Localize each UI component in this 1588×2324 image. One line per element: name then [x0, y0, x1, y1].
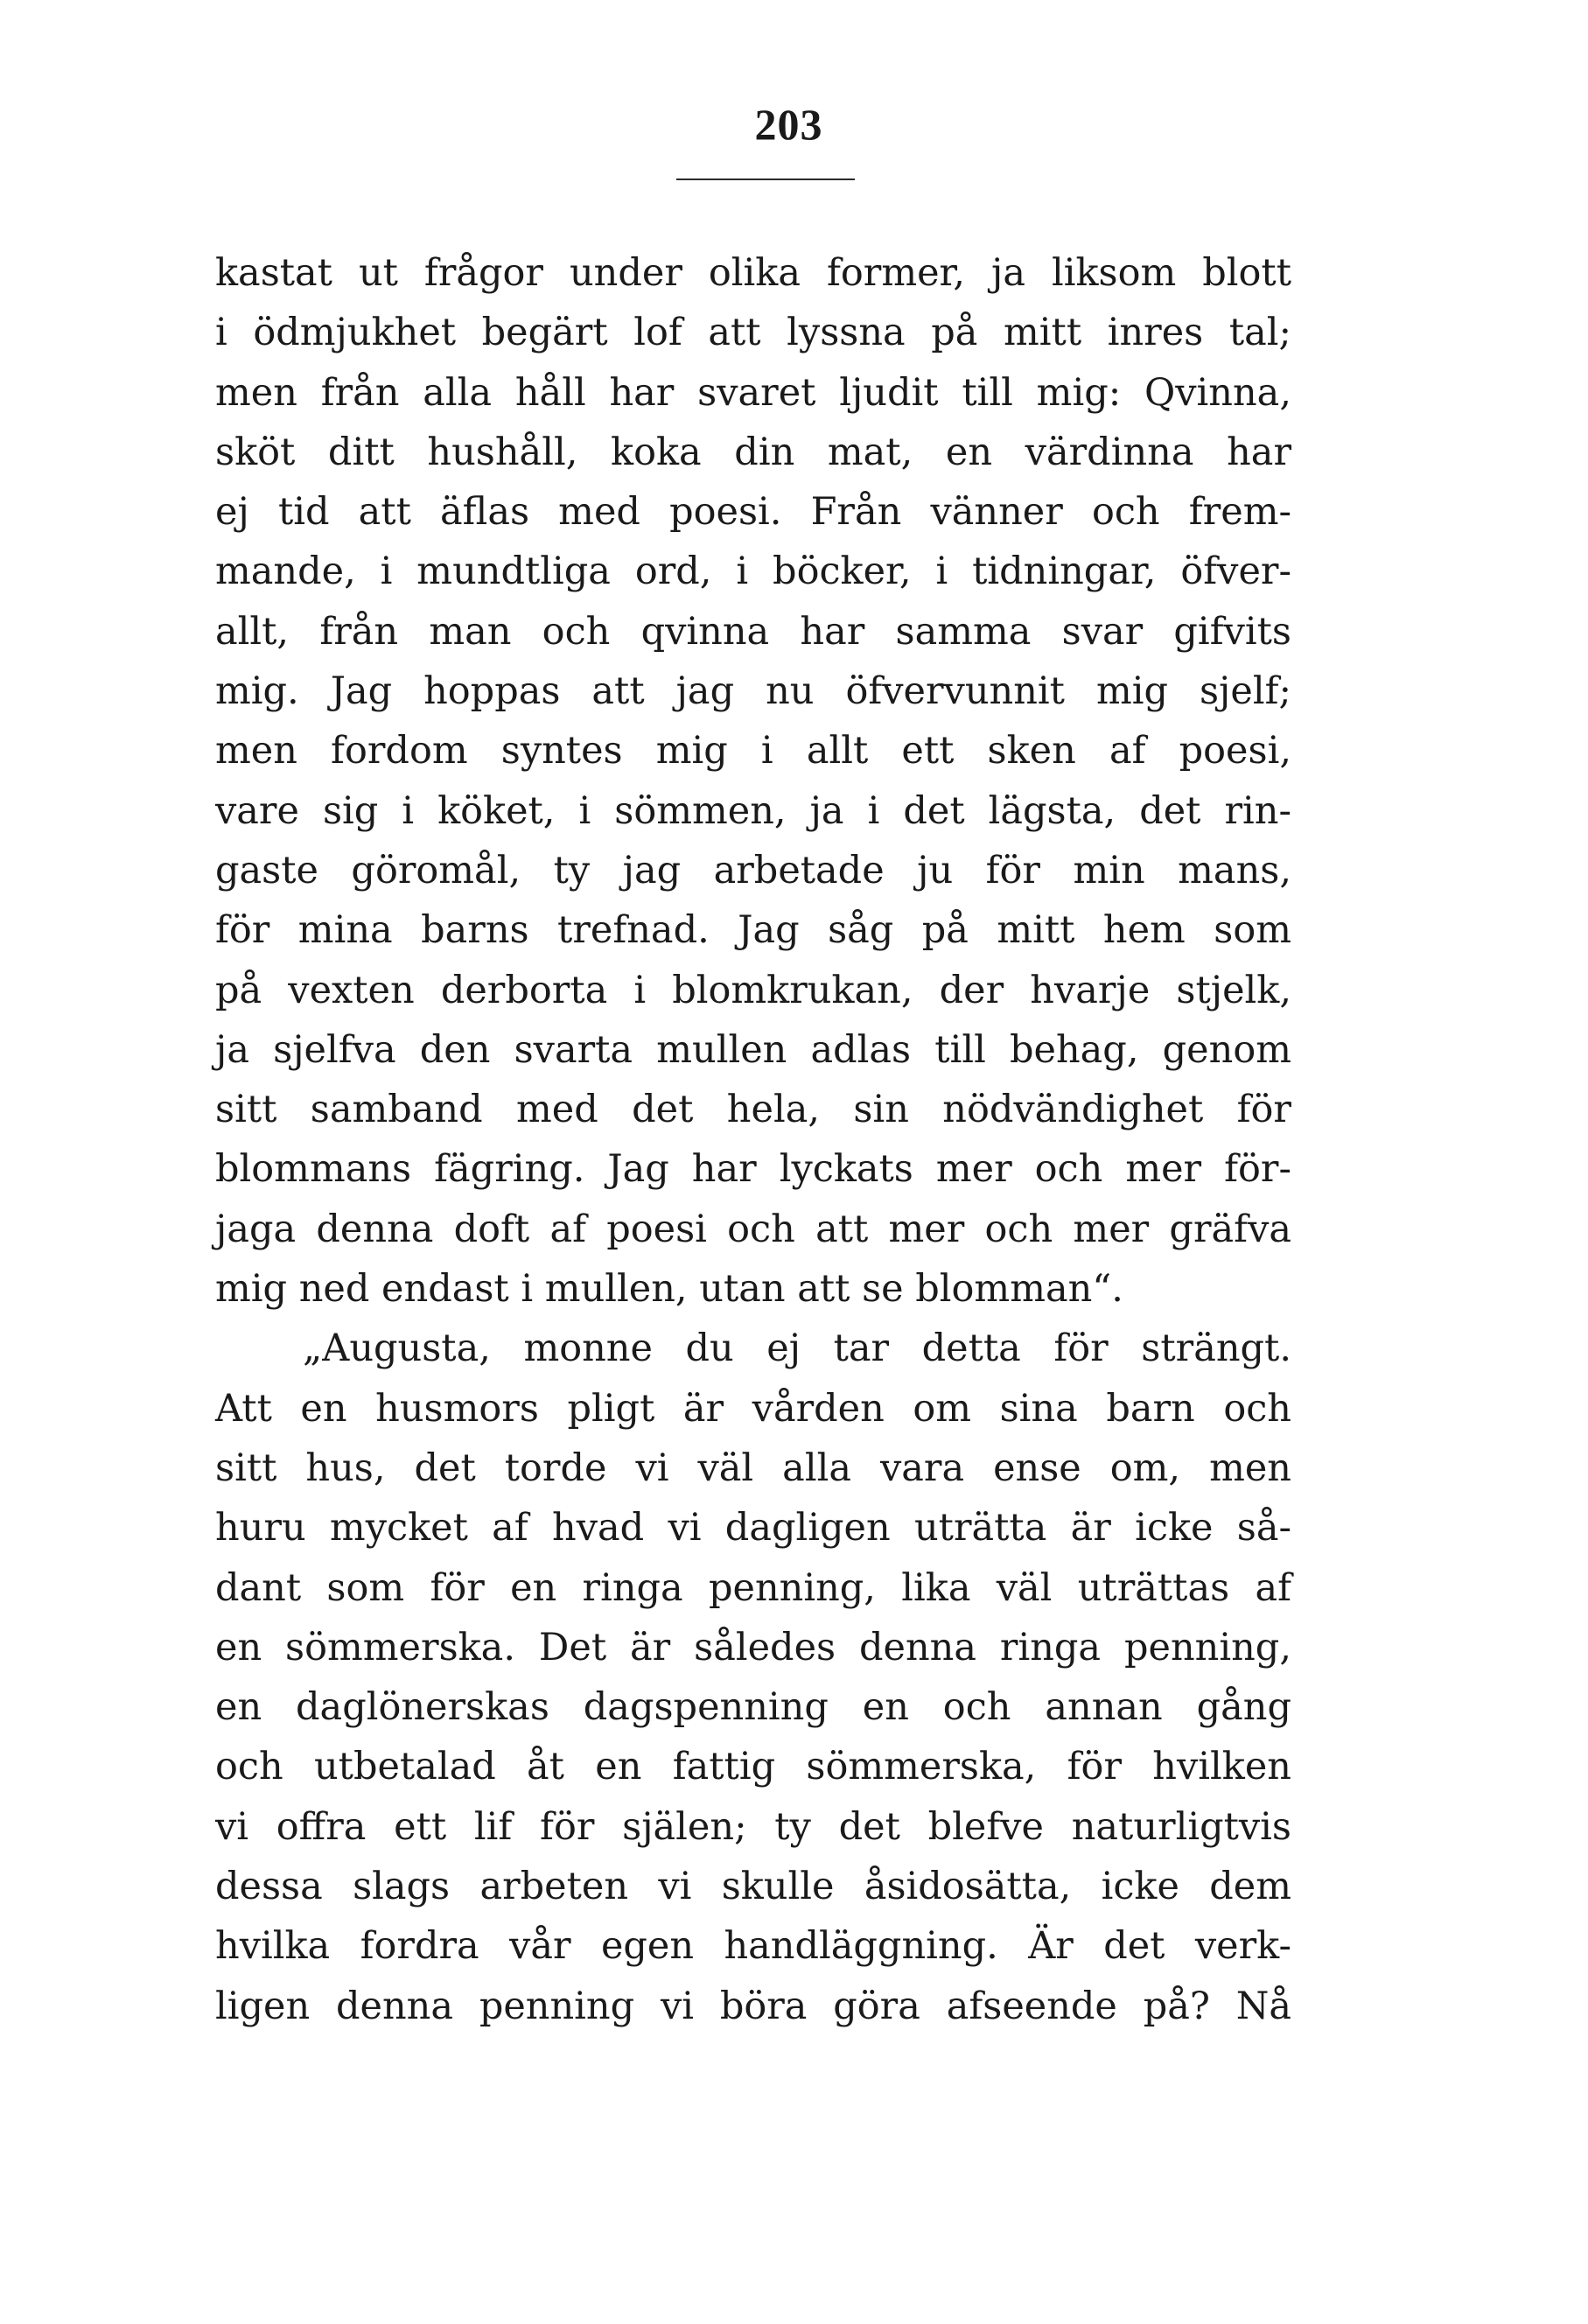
text-line: ja sjelfva den svarta mullen adlas till behag, genom: [215, 1027, 1291, 1072]
text-line: ligen denna penning vi böra göra afseende på? Nå: [215, 1984, 1291, 2028]
text-line: sköt ditt hushåll, koka din mat, en värdinna har: [215, 430, 1291, 474]
text-line: sitt hus, det torde vi väl alla vara ense om, men: [215, 1446, 1291, 1490]
text-line: allt, från man och qvinna har samma svar gifvits: [215, 609, 1291, 654]
text-line: och utbetalad åt en fattig sömmerska, för hvilken: [215, 1745, 1291, 1789]
text-line: på vexten derborta i blomkrukan, der hvarje stjelk,: [215, 968, 1291, 1012]
text-line: en sömmerska. Det är således denna ringa penning,: [215, 1625, 1291, 1670]
text-line: ej tid att äflas med poesi. Från vänner och frem-: [215, 490, 1291, 535]
text-line: mig ned endast i mullen, utan att se blomman“.: [215, 1267, 1123, 1312]
text-line: vare sig i köket, i sömmen, ja i det lägsta, det rin-: [215, 788, 1291, 833]
text-line: för mina barns trefnad. Jag såg på mitt hem som: [215, 908, 1291, 953]
text-line: vi offra ett lif för själen; ty det blefve naturligtvis: [215, 1804, 1291, 1849]
text-line: sitt samband med det hela, sin nödvändighet för: [215, 1088, 1291, 1132]
text-line: dant som för en ringa penning, lika väl uträttas af: [215, 1565, 1291, 1610]
text-line: dessa slags arbeten vi skulle åsidosätta, icke dem: [215, 1865, 1291, 1909]
text-line: gaste göromål, ty jag arbetade ju för min mans,: [215, 848, 1291, 892]
page-number: 203: [754, 100, 823, 149]
text-line: huru mycket af hvad vi dagligen uträtta är icke så-: [215, 1506, 1291, 1550]
text-line: men från alla håll har svaret ljudit till mig: Qvinna,: [215, 370, 1291, 415]
text-line: hvilka fordra vår egen handläggning. Är det verk-: [215, 1924, 1291, 1969]
text-line: i ödmjukhet begärt lof att lyssna på mitt inres tal;: [215, 311, 1291, 355]
text-line: Att en husmors pligt är vården om sina barn och: [215, 1386, 1291, 1431]
header-rule: [676, 178, 855, 180]
text-line: kastat ut frågor under olika former, ja liksom blott: [215, 251, 1291, 295]
text-line: blommans fägring. Jag har lyckats mer och mer för-: [215, 1147, 1291, 1192]
text-line: mande, i mundtliga ord, i böcker, i tidningar, öfver-: [215, 550, 1291, 594]
text-line: „Augusta, monne du ej tar detta för strängt.: [303, 1326, 1291, 1371]
text-line: men fordom syntes mig i allt ett sken af poesi,: [215, 729, 1291, 774]
text-line: mig. Jag hoppas att jag nu öfvervunnit mig sjelf;: [215, 669, 1291, 714]
text-line: jaga denna doft af poesi och att mer och mer gräfva: [215, 1207, 1291, 1251]
body-text: [215, 243, 1291, 2036]
text-line: en daglönerskas dagspenning en och annan gång: [215, 1685, 1291, 1730]
